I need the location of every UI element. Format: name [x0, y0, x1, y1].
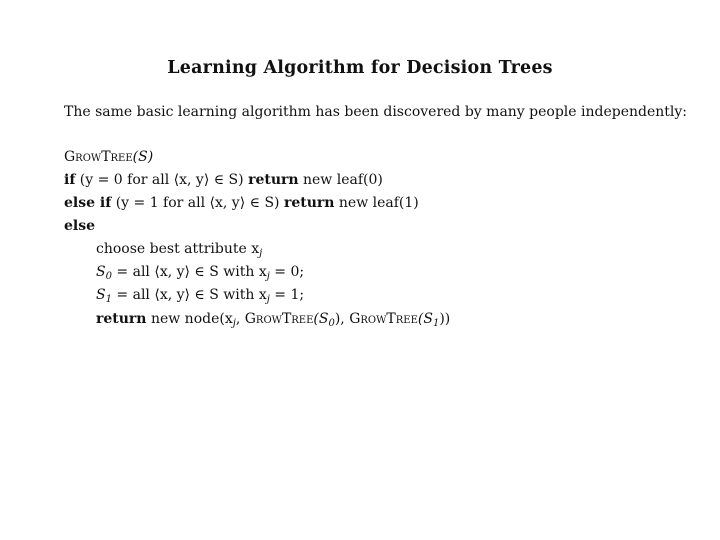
call1-arg: (S — [313, 311, 329, 327]
function-name: GrowTree — [64, 149, 133, 165]
call2-arg: (S — [417, 311, 433, 327]
s1-lhs-sub: 1 — [105, 294, 112, 305]
else-if-condition: (y = 1 for all ⟨x, y⟩ ∈ S) — [115, 195, 280, 211]
else-if-result: new leaf(1) — [338, 195, 419, 211]
s0-lhs-sub: 0 — [105, 271, 112, 282]
keyword-return: return — [248, 172, 299, 188]
s0-eq: = all ⟨x, y⟩ ∈ S with x — [111, 264, 267, 280]
keyword-else: else — [64, 218, 96, 234]
function-arg: (S) — [132, 149, 154, 165]
else-line — [64, 218, 95, 234]
s1-lhs: S — [96, 287, 106, 303]
return-text-b: , — [235, 311, 245, 327]
call1-name: GrowTree — [244, 311, 314, 327]
s0-rhs: = 0; — [269, 264, 305, 280]
choose-text: choose best attribute x — [96, 241, 260, 257]
call2-name: GrowTree — [349, 311, 418, 327]
s0-lhs: S — [96, 264, 106, 280]
return-node-line — [96, 311, 450, 329]
intro-text: The same basic learning algorithm has been discovered by many people independently: — [64, 104, 688, 120]
choose-attribute-line — [96, 241, 262, 259]
slide-title: Learning Algorithm for Decision Trees — [167, 58, 553, 78]
keyword-return: return — [283, 195, 335, 211]
if-result: new leaf(0) — [303, 172, 383, 188]
keyword-else-if: else if — [64, 195, 112, 211]
s1-line — [96, 287, 304, 305]
choose-subscript: j — [259, 248, 263, 259]
s1-eq: = all ⟨x, y⟩ ∈ S with x — [111, 287, 267, 303]
return-sub-a: j — [232, 318, 236, 329]
else-if-line — [64, 195, 419, 211]
call2-sub: 1 — [432, 318, 440, 329]
s0-line — [96, 264, 304, 282]
function-signature — [64, 149, 153, 165]
if-line — [64, 172, 383, 188]
return-text-d: )) — [439, 311, 451, 327]
if-condition: (y = 0 for all ⟨x, y⟩ ∈ S) — [79, 172, 244, 188]
s1-rhs: = 1; — [269, 287, 305, 303]
s0-var-sub: j — [266, 271, 270, 282]
return-text-a: new node(x — [150, 311, 233, 327]
call1-sub: 0 — [328, 318, 335, 329]
keyword-return: return — [96, 311, 147, 327]
s1-var-sub: j — [266, 294, 270, 305]
return-text-c: ), — [334, 311, 350, 327]
keyword-if: if — [64, 172, 76, 188]
